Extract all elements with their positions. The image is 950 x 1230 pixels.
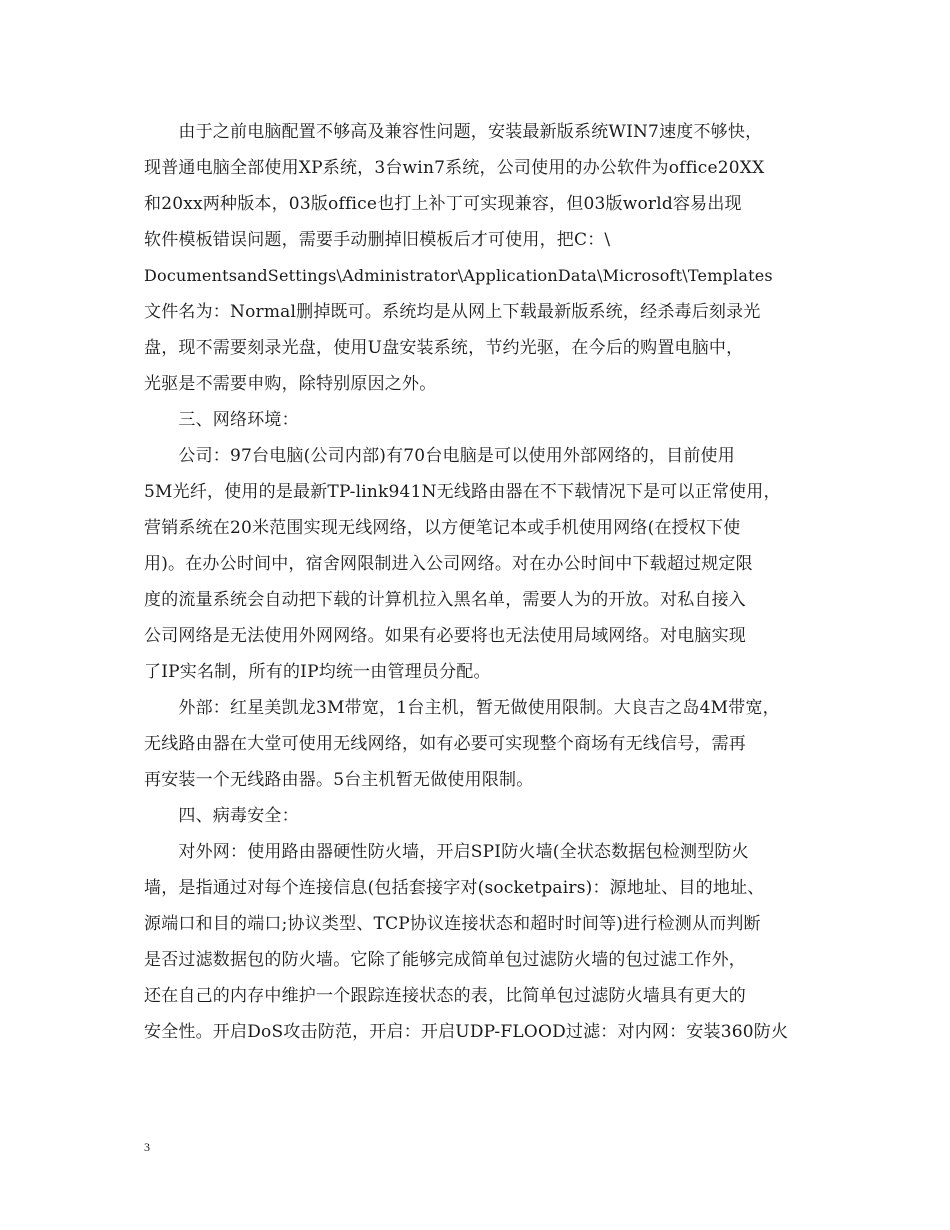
text-line: 营销系统在20米范围实现无线网络，以方便笔记本或手机使用网络(在授权下使	[144, 518, 741, 538]
section-heading: 四、病毒安全：	[144, 806, 299, 826]
text-line: 用)。在办公时间中，宿舍网限制进入公司网络。对在办公时间中下载超过规定限	[144, 554, 753, 574]
text-line: 无线路由器在大堂可使用无线网络，如有必要可实现整个商场有无线信号，需再	[144, 734, 746, 754]
page-number: 3	[144, 1140, 150, 1154]
text-line: 墙，是指通过对每个连接信息(包括套接字对(socketpairs)：源地址、目的地址、	[144, 878, 765, 898]
text-line: 对外网：使用路由器硬性防火墙，开启SPI防火墙(全状态数据包检测型防火	[144, 842, 749, 862]
text-line: 由于之前电脑配置不够高及兼容性问题，安装最新版系统WIN7速度不够快，	[144, 122, 763, 142]
text-line: 文件名为：Normal删掉既可。系统均是从网上下载最新版系统，经杀毒后刻录光	[144, 302, 761, 322]
text-line: 再安装一个无线路由器。5台主机暂无做使用限制。	[144, 770, 534, 790]
text-line: 度的流量系统会自动把下载的计算机拉入黑名单，需要人为的开放。对私自接入	[144, 590, 746, 610]
text-line: 还在自己的内存中维护一个跟踪连接状态的表，比简单包过滤防火墙具有更大的	[144, 986, 746, 1006]
text-line: 公司网络是无法使用外网网络。如果有必要将也无法使用局域网络。对电脑实现	[144, 626, 746, 646]
text-line: 光驱是不需要申购，除特别原因之外。	[144, 374, 437, 394]
text-line: 软件模板错误问题，需要手动删掉旧模板后才可使用，把C：\	[144, 230, 611, 250]
text-line: 公司：97台电脑(公司内部)有70台电脑是可以使用外部网络的，目前使用	[144, 446, 735, 466]
text-line: 盘，现不需要刻录光盘，使用U盘安装系统，节约光驱，在今后的购置电脑中，	[144, 338, 744, 358]
text-line: 安全性。开启DoS攻击防范，开启：开启UDP-FLOOD过滤：对内网：安装360防火	[144, 1022, 789, 1042]
text-line: DocumentsandSettings\Administrator\ApplicationData\Microsoft\Templates	[144, 266, 773, 285]
section-heading: 三、网络环境：	[144, 410, 299, 430]
text-line: 5M光纤，使用的是最新TP-link941N无线路由器在不下载情况下是可以正常使用，	[144, 482, 781, 502]
text-line: 是否过滤数据包的防火墙。它除了能够完成简单包过滤防火墙的包过滤工作外，	[144, 950, 746, 970]
text-line: 外部：红星美凯龙3M带宽，1台主机，暂无做使用限制。大良吉之岛4M带宽，	[144, 698, 780, 718]
text-line: 现普通电脑全部使用XP系统，3台win7系统，公司使用的办公软件为office20XX	[144, 158, 765, 178]
text-line: 和20xx两种版本，03版office也打上补丁可实现兼容，但03版world容易出现	[144, 194, 742, 214]
text-line: 源端口和目的端口;协议类型、TCP协议连接状态和超时时间等)进行检测从而判断	[144, 914, 761, 934]
text-line: 了IP实名制，所有的IP均统一由管理员分配。	[144, 662, 491, 682]
